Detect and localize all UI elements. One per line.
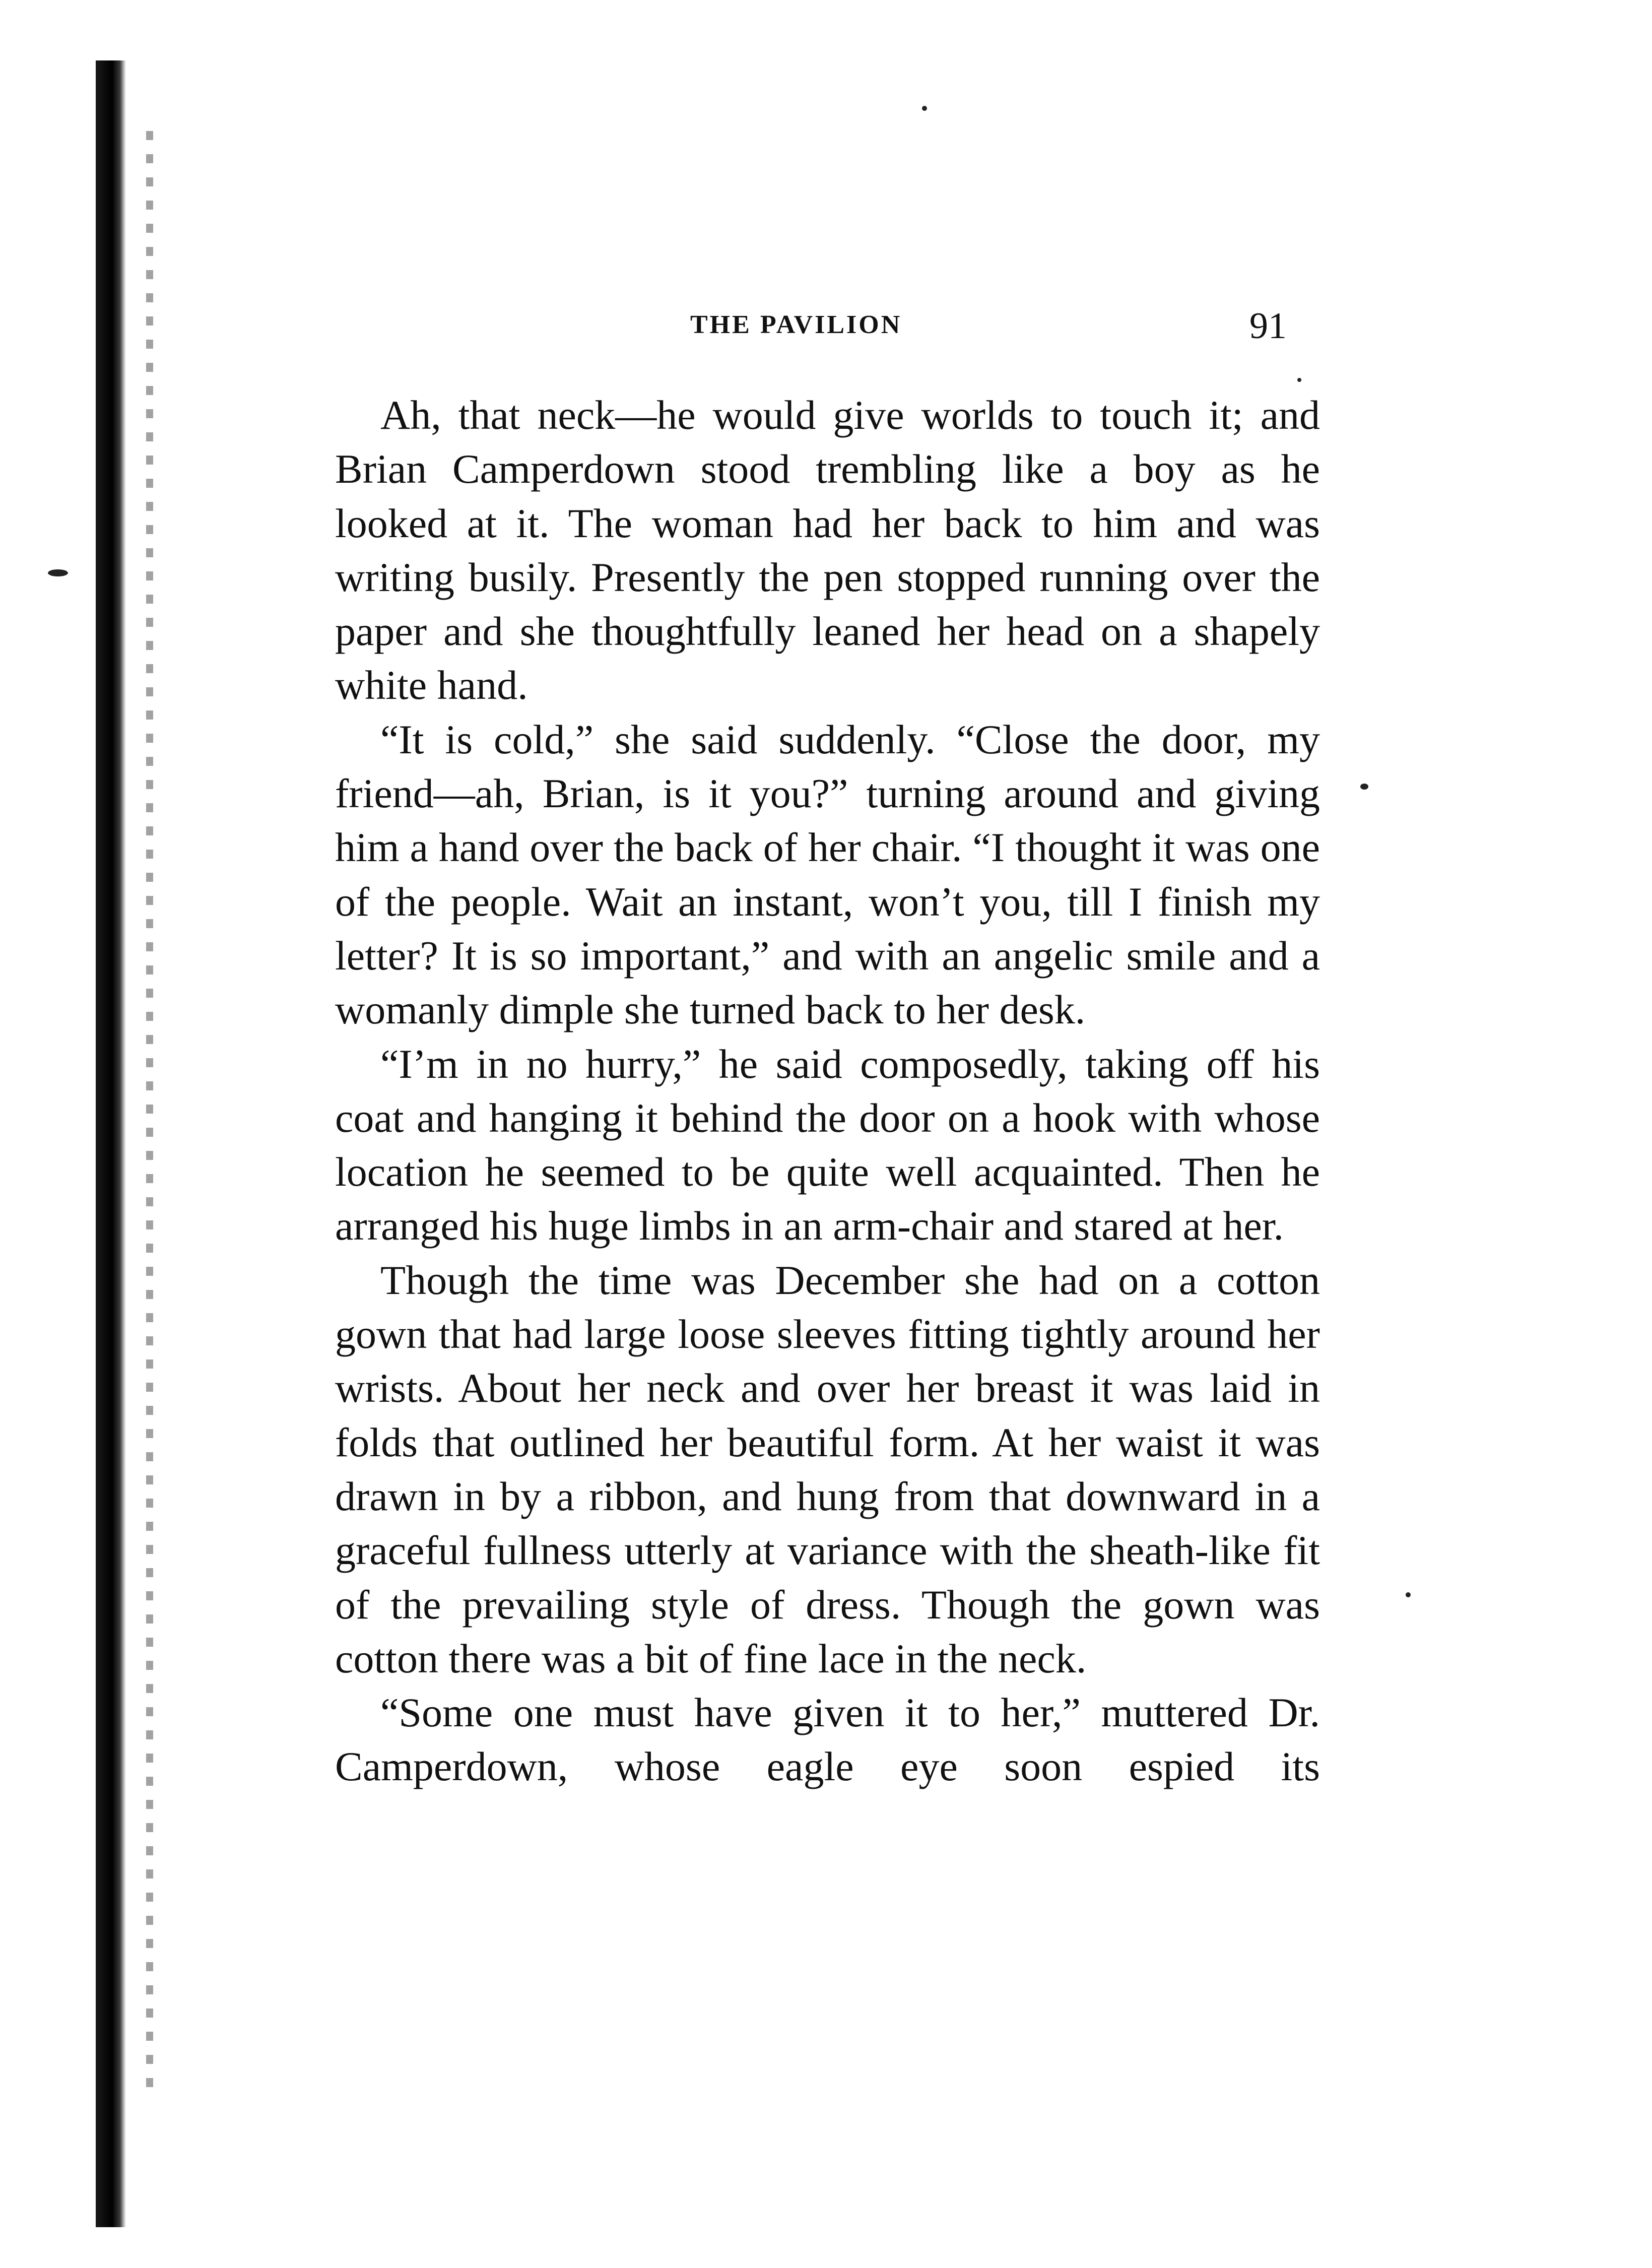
paragraph: “I’m in no hurry,” he said composedly, taking off his coat and hanging it behind the door on a hook with whose location he seemed to be quite well acquainted. Then he arranged his huge limbs in an arm-chair and stared at her. <box>335 1041 1320 1249</box>
scan-speck <box>922 106 927 111</box>
scan-speck <box>1297 378 1301 382</box>
page-header <box>0 305 1652 350</box>
page-number: 91 <box>1249 305 1287 347</box>
binding-gutter-edge <box>146 131 153 2096</box>
paragraph: Though the time was December she had on a cotton gown that had large loose sleeves fitting tightly around her wrists. About her neck and over her breast it was laid in folds that outlined her beautiful form. At her waist it was drawn in by a ribbon, and hung from that downward in a graceful fullness utterly at variance with the sheath-like fit of the prevailing style of dress. Though the gown was cotton there was a bit of fine lace in the neck. <box>335 1257 1320 1681</box>
paragraph: “It is cold,” she said suddenly. “Close the door, my friend—ah, Brian, is it you?” turning around and giving him a hand over the back of her chair. “I thought it was one of the people. Wait an instant, won’t you, till I finish my letter? It is so important,” and with an angelic smile and a womanly dimple she turned back to her desk. <box>335 716 1320 1033</box>
paragraph: “Some one must have given it to her,” muttered Dr. Camperdown, whose eagle eye soon espied its <box>335 1690 1320 1790</box>
paragraph: Ah, that neck—he would give worlds to touch it; and Brian Camperdown stood trembling like a boy as he looked at it. The woman had her back to him and was writing busily. Presently the pen stopped running over the paper and she thoughtfully leaned her head on a shapely white hand. <box>335 392 1320 708</box>
binding-gutter-shadow <box>96 60 126 2227</box>
scan-speck <box>1406 1592 1411 1597</box>
running-head: THE PAVILION <box>690 310 902 339</box>
body-text <box>335 388 1320 1794</box>
scan-speck <box>1360 784 1368 790</box>
scan-speck <box>48 569 68 576</box>
